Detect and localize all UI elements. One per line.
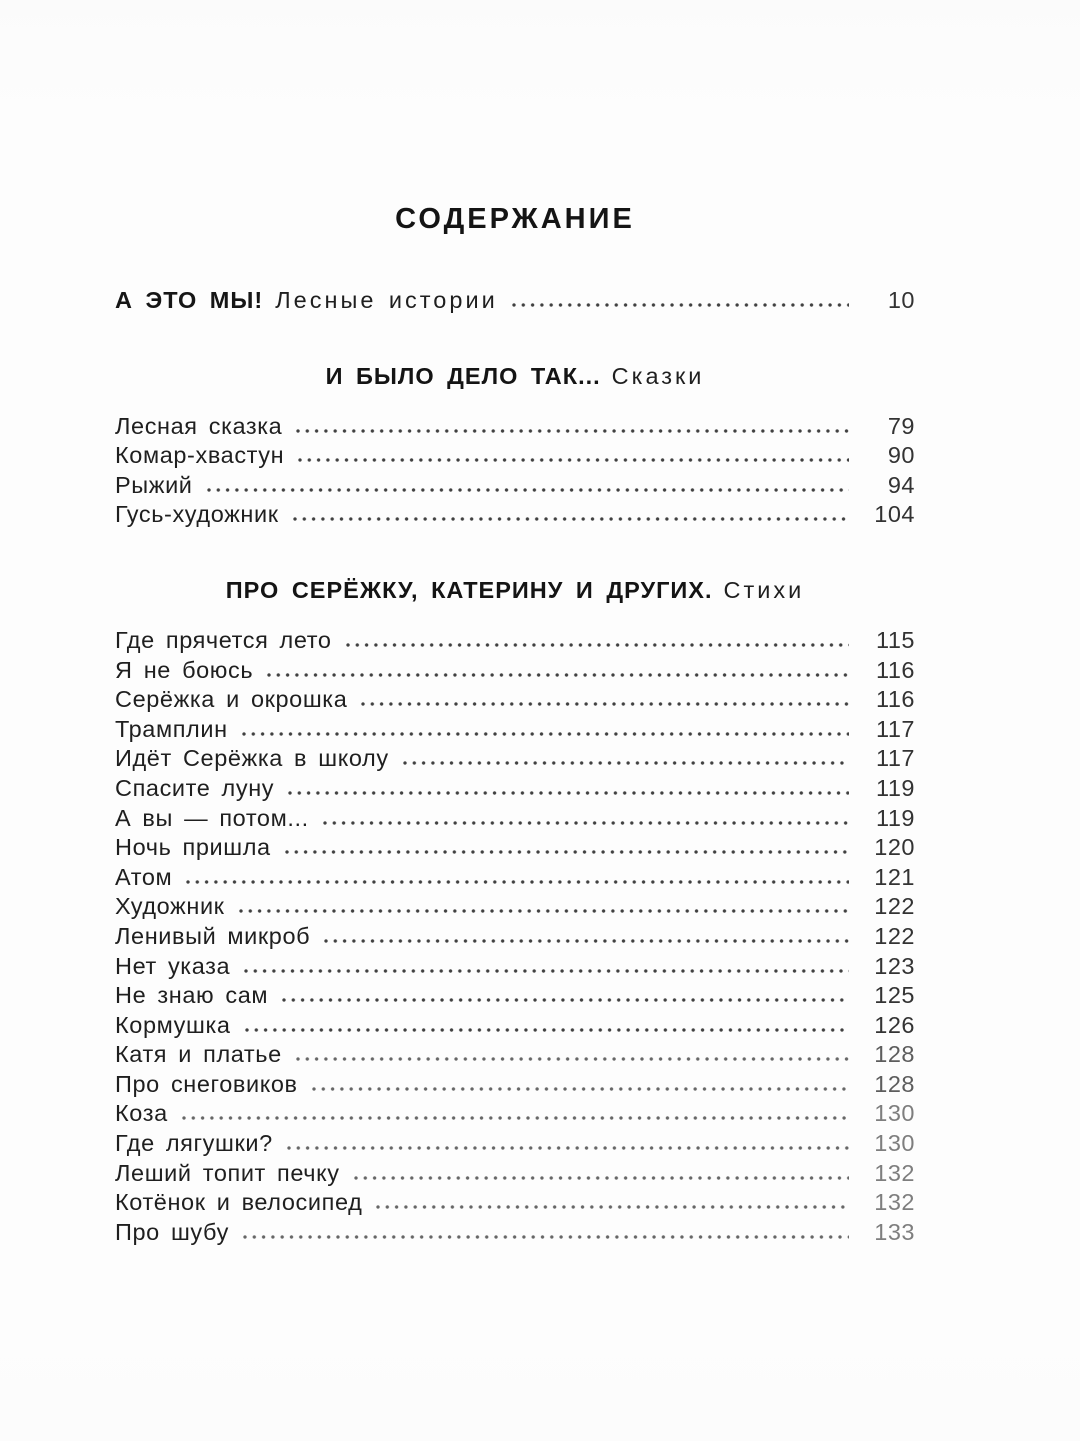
- contents-column: [115, 0, 915, 1247]
- toc-section: [115, 576, 915, 1247]
- toc-entry-title: Идёт Серёжка в школу: [115, 745, 389, 772]
- dot-leader: [361, 701, 849, 707]
- toc-entry: [115, 804, 915, 834]
- toc-entry-title: Ленивый микроб: [115, 922, 311, 949]
- toc-page-number: 116: [876, 686, 915, 713]
- toc-entry-title: Комар-хвастун: [115, 442, 285, 469]
- toc-entry-title: Художник: [115, 893, 225, 920]
- toc-page-number: 122: [874, 893, 915, 920]
- toc-entry: [115, 500, 915, 530]
- toc-entry: [115, 774, 915, 804]
- dot-leader: [312, 1086, 849, 1092]
- toc-page-number: 132: [874, 1189, 915, 1216]
- toc-entry: [115, 685, 915, 715]
- toc-page-number: 94: [887, 471, 915, 498]
- toc-list: [115, 626, 915, 1247]
- toc-entry-title: Леший топит печку: [115, 1159, 340, 1186]
- toc-entry: [115, 1218, 915, 1248]
- dot-leader: [282, 997, 849, 1003]
- dot-leader: [296, 1056, 849, 1062]
- toc-page-number: 117: [876, 745, 915, 772]
- toc-entry: [115, 286, 915, 316]
- toc-entry: [115, 1070, 915, 1100]
- toc-entry-title: Лесная сказка: [115, 412, 283, 439]
- section-heading-bold: ПРО СЕРЁЖКУ, КАТЕРИНУ И ДРУГИХ.: [225, 576, 713, 603]
- toc-page-number: 125: [874, 982, 915, 1009]
- toc-page-number: 132: [874, 1159, 915, 1186]
- toc-entry-title: Коза: [115, 1100, 168, 1127]
- toc-page-number: 133: [874, 1218, 915, 1245]
- toc-page-number: 119: [876, 804, 915, 831]
- dot-leader: [376, 1204, 849, 1210]
- toc-entry-title: Атом: [115, 863, 173, 890]
- toc-entry: [115, 1188, 915, 1218]
- toc-entry-title: Катя и платье: [115, 1041, 282, 1068]
- toc-entry-title-bold: А ЭТО МЫ!: [115, 287, 264, 313]
- toc-page-number: 119: [876, 774, 915, 801]
- toc-entry: [115, 656, 915, 686]
- toc-page-number: 121: [874, 863, 915, 890]
- toc-page-number: 130: [874, 1100, 915, 1127]
- toc-entry: [115, 626, 915, 656]
- dot-leader: [242, 731, 849, 737]
- toc-page-number: 130: [874, 1130, 915, 1157]
- toc-page-number: 90: [887, 442, 915, 469]
- toc-entry: [115, 1011, 915, 1041]
- dot-leader: [182, 1115, 849, 1121]
- toc-entry-title: Серёжка и окрошка: [115, 686, 348, 713]
- toc-entry-title-subtitle: Лесные истории: [275, 287, 498, 313]
- toc-entry: [115, 863, 915, 893]
- toc-entry-title: Где лягушки?: [115, 1130, 273, 1157]
- toc-entry: [115, 981, 915, 1011]
- section-heading: [115, 362, 915, 390]
- dot-leader: [244, 968, 849, 974]
- toc-entry: [115, 1099, 915, 1129]
- dot-leader: [324, 938, 849, 944]
- toc-entry: [115, 1159, 915, 1189]
- toc-entry: [115, 744, 915, 774]
- toc-list: [115, 412, 915, 530]
- toc-entry: [115, 715, 915, 745]
- dot-leader: [267, 672, 849, 678]
- toc-page-number: 116: [876, 656, 915, 683]
- toc-entry-title: [115, 286, 498, 316]
- dot-leader: [346, 642, 849, 648]
- toc-entry-title: Рыжий: [115, 471, 193, 498]
- dot-leader: [512, 302, 849, 308]
- toc-entry: [115, 412, 915, 442]
- toc-page-number: 117: [876, 715, 915, 742]
- section-heading-bold: И БЫЛО ДЕЛО ТАК...: [325, 362, 601, 389]
- toc-page-number: 104: [874, 501, 915, 528]
- toc-entry-title: Спасите луну: [115, 774, 275, 801]
- toc-entry: [115, 922, 915, 952]
- toc-sections: [115, 362, 915, 1248]
- section-heading: [115, 576, 915, 604]
- toc-entry-title: Не знаю сам: [115, 982, 269, 1009]
- dot-leader: [285, 849, 849, 855]
- toc-entry-title: Трамплин: [115, 715, 228, 742]
- toc-entry-title: Кормушка: [115, 1011, 231, 1038]
- toc-entry-title: Котёнок и велосипед: [115, 1189, 363, 1216]
- dot-leader: [323, 820, 849, 826]
- dot-leader: [245, 1027, 849, 1033]
- toc-page-number: 128: [874, 1070, 915, 1097]
- toc-entry: [115, 1129, 915, 1159]
- toc-entry-title: А вы — потом...: [115, 804, 309, 831]
- toc-entry-title: Где прячется лето: [115, 626, 332, 653]
- toc-page-number: 10: [887, 287, 915, 313]
- page-title: СОДЕРЖАНИЕ: [395, 203, 635, 235]
- toc-page-number: 123: [874, 952, 915, 979]
- toc-entry-title: Про снеговиков: [115, 1070, 298, 1097]
- dot-leader: [288, 790, 849, 796]
- dot-leader: [239, 908, 849, 914]
- toc-entry-title: Гусь-художник: [115, 501, 279, 528]
- toc-page-number: 115: [876, 626, 915, 653]
- toc-entry: [115, 441, 915, 471]
- dot-leader: [287, 1145, 849, 1151]
- dot-leader: [296, 428, 849, 434]
- toc-entry-title: Ночь пришла: [115, 834, 271, 861]
- toc-entry: [115, 952, 915, 982]
- dot-leader: [243, 1234, 849, 1240]
- toc-page-number: 126: [874, 1011, 915, 1038]
- toc-page-number: 120: [874, 834, 915, 861]
- toc-entry: [115, 833, 915, 863]
- toc-entry-title: Я не боюсь: [115, 656, 254, 683]
- toc-entry-title: Про шубу: [115, 1218, 229, 1245]
- toc-page-number: 128: [874, 1041, 915, 1068]
- toc-entry: [115, 1040, 915, 1070]
- section-heading-regular: Стихи: [723, 576, 805, 603]
- dot-leader: [354, 1175, 849, 1181]
- toc-entry-title: Нет указа: [115, 952, 231, 979]
- dot-leader: [293, 516, 849, 522]
- dot-leader: [186, 879, 849, 885]
- section-heading-regular: Сказки: [611, 362, 705, 389]
- toc-section: [115, 362, 915, 530]
- toc-page-number: 122: [874, 922, 915, 949]
- toc-entry: [115, 892, 915, 922]
- toc-entry: [115, 471, 915, 501]
- dot-leader: [298, 457, 849, 463]
- toc-page-number: 79: [887, 412, 915, 439]
- dot-leader: [403, 760, 849, 766]
- dot-leader: [207, 487, 849, 493]
